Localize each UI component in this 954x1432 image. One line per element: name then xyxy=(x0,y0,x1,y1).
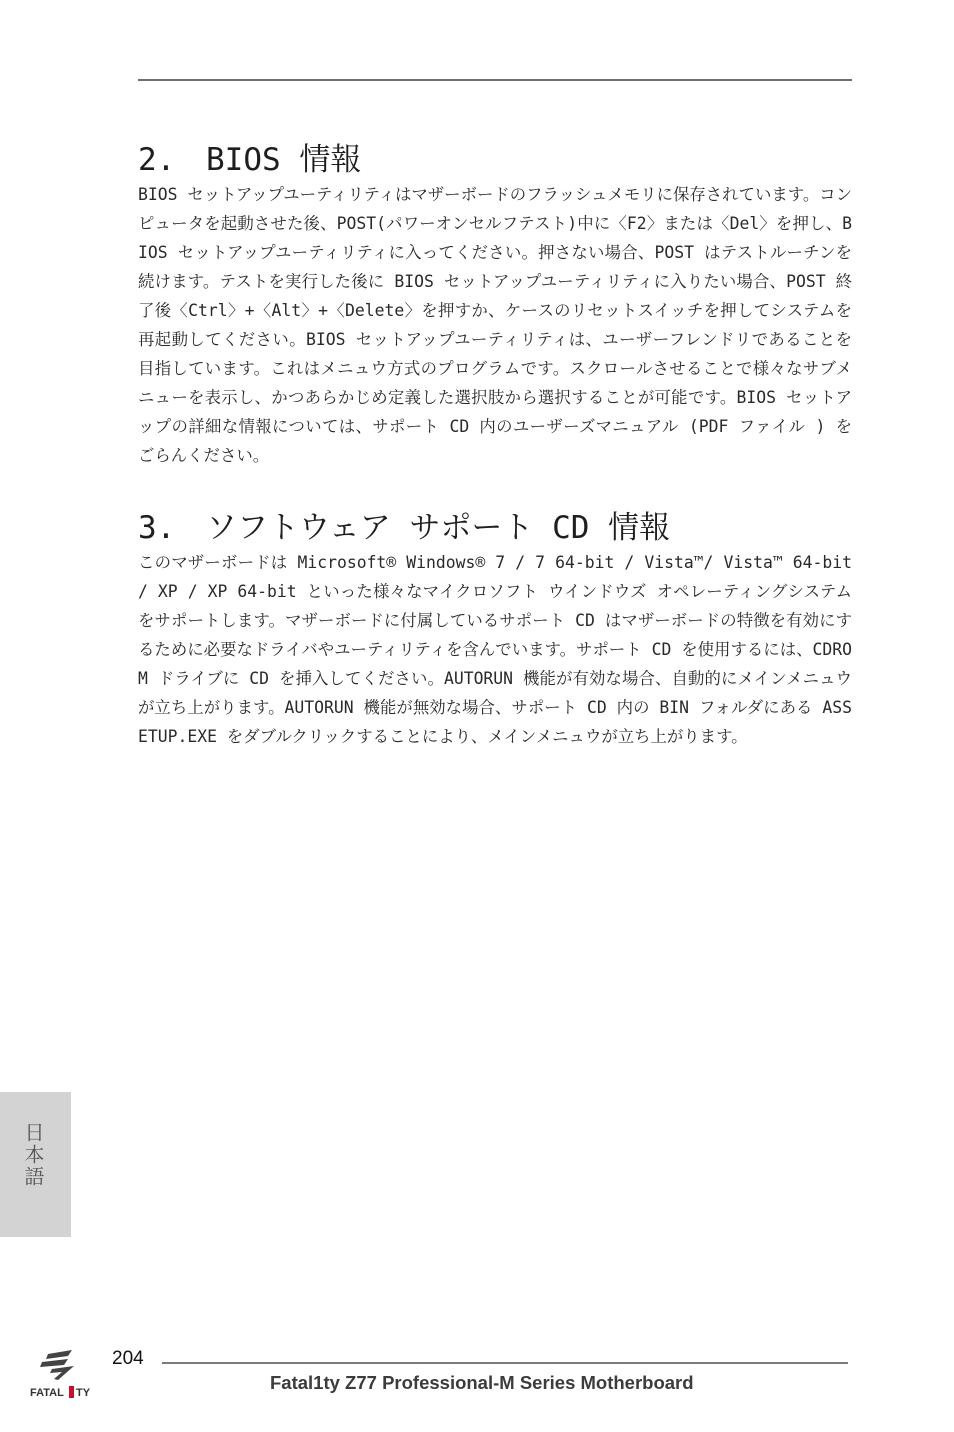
top-divider xyxy=(138,79,852,81)
svg-text:TY: TY xyxy=(76,1387,91,1399)
section-body-support-cd: このマザーボードは Microsoft® Windows® 7 / 7 64-bit / Vista™/ Vista™ 64-bit / XP / XP 64-bit といった様々なマイクロソフト ウインドウズ オペレーティングシステムをサポートします。マザーボードに付属しているサポート CD はマザーボードの特徴を有効にするために必要なドライバやユーティリティを含んでいます。サポート CD を使用するには、CDROM ドライブに CD を挿入してください。AUTORUN 機能が有効な場合、自動的にメインメニュウが立ち上がります。AUTORUN 機能が無効な場合、サポート CD 内の BIN フォルダにある ASSETUP.EXE をダブルクリックすることにより、メインメニュウが立ち上がります。 xyxy=(138,553,852,746)
section-body-bios: BIOS セットアップユーティリティはマザーボードのフラッシュメモリに保存されています。コンピュータを起動させた後、POST(パワーオンセルフテスト)中に〈F2〉または〈Del〉を押し、BIOS セットアップユーティリティに入ってください。押さない場合、POST はテストルーチンを続けます。テストを実行した後に BIOS セットアップユーティリティに入りたい場合、POST 終了後〈Ctrl〉+〈Alt〉+〈Delete〉を押すか、ケースのリセットスイッチを押してシステムを再起動してください。BIOS セットアップユーティリティは、ユーザーフレンドリであることを目指しています。これはメニュウ方式のプログラムです。スクロールさせることで様々なサブメニューを表示し、かつあらかじめ定義した選択肢から選択することが可能です。BIOS セットアップの詳細な情報については、サポート CD 内のユーザーズマニュアル (PDF ファイル ) をごらんください。 xyxy=(138,185,852,465)
language-side-tab xyxy=(0,1092,71,1237)
section-number: 3. xyxy=(138,510,176,546)
language-tab-label: 日本語 xyxy=(21,1122,45,1188)
fatal1ty-logo xyxy=(28,1346,108,1402)
bottom-divider xyxy=(162,1362,848,1364)
section-title: ソフトウェア サポート CD 情報 xyxy=(206,510,671,546)
page-number: 204 xyxy=(112,1348,144,1369)
section-number: 2. xyxy=(138,142,176,178)
footer-title: Fatal1ty Z77 Professional-M Series Motherboard xyxy=(270,1372,694,1393)
section-title: BIOS 情報 xyxy=(206,142,362,178)
logo-mark-icon xyxy=(40,1350,74,1380)
svg-text:FATAL: FATAL xyxy=(30,1387,64,1399)
section-heading-support-cd xyxy=(138,502,670,547)
section-heading-bios xyxy=(138,134,361,179)
